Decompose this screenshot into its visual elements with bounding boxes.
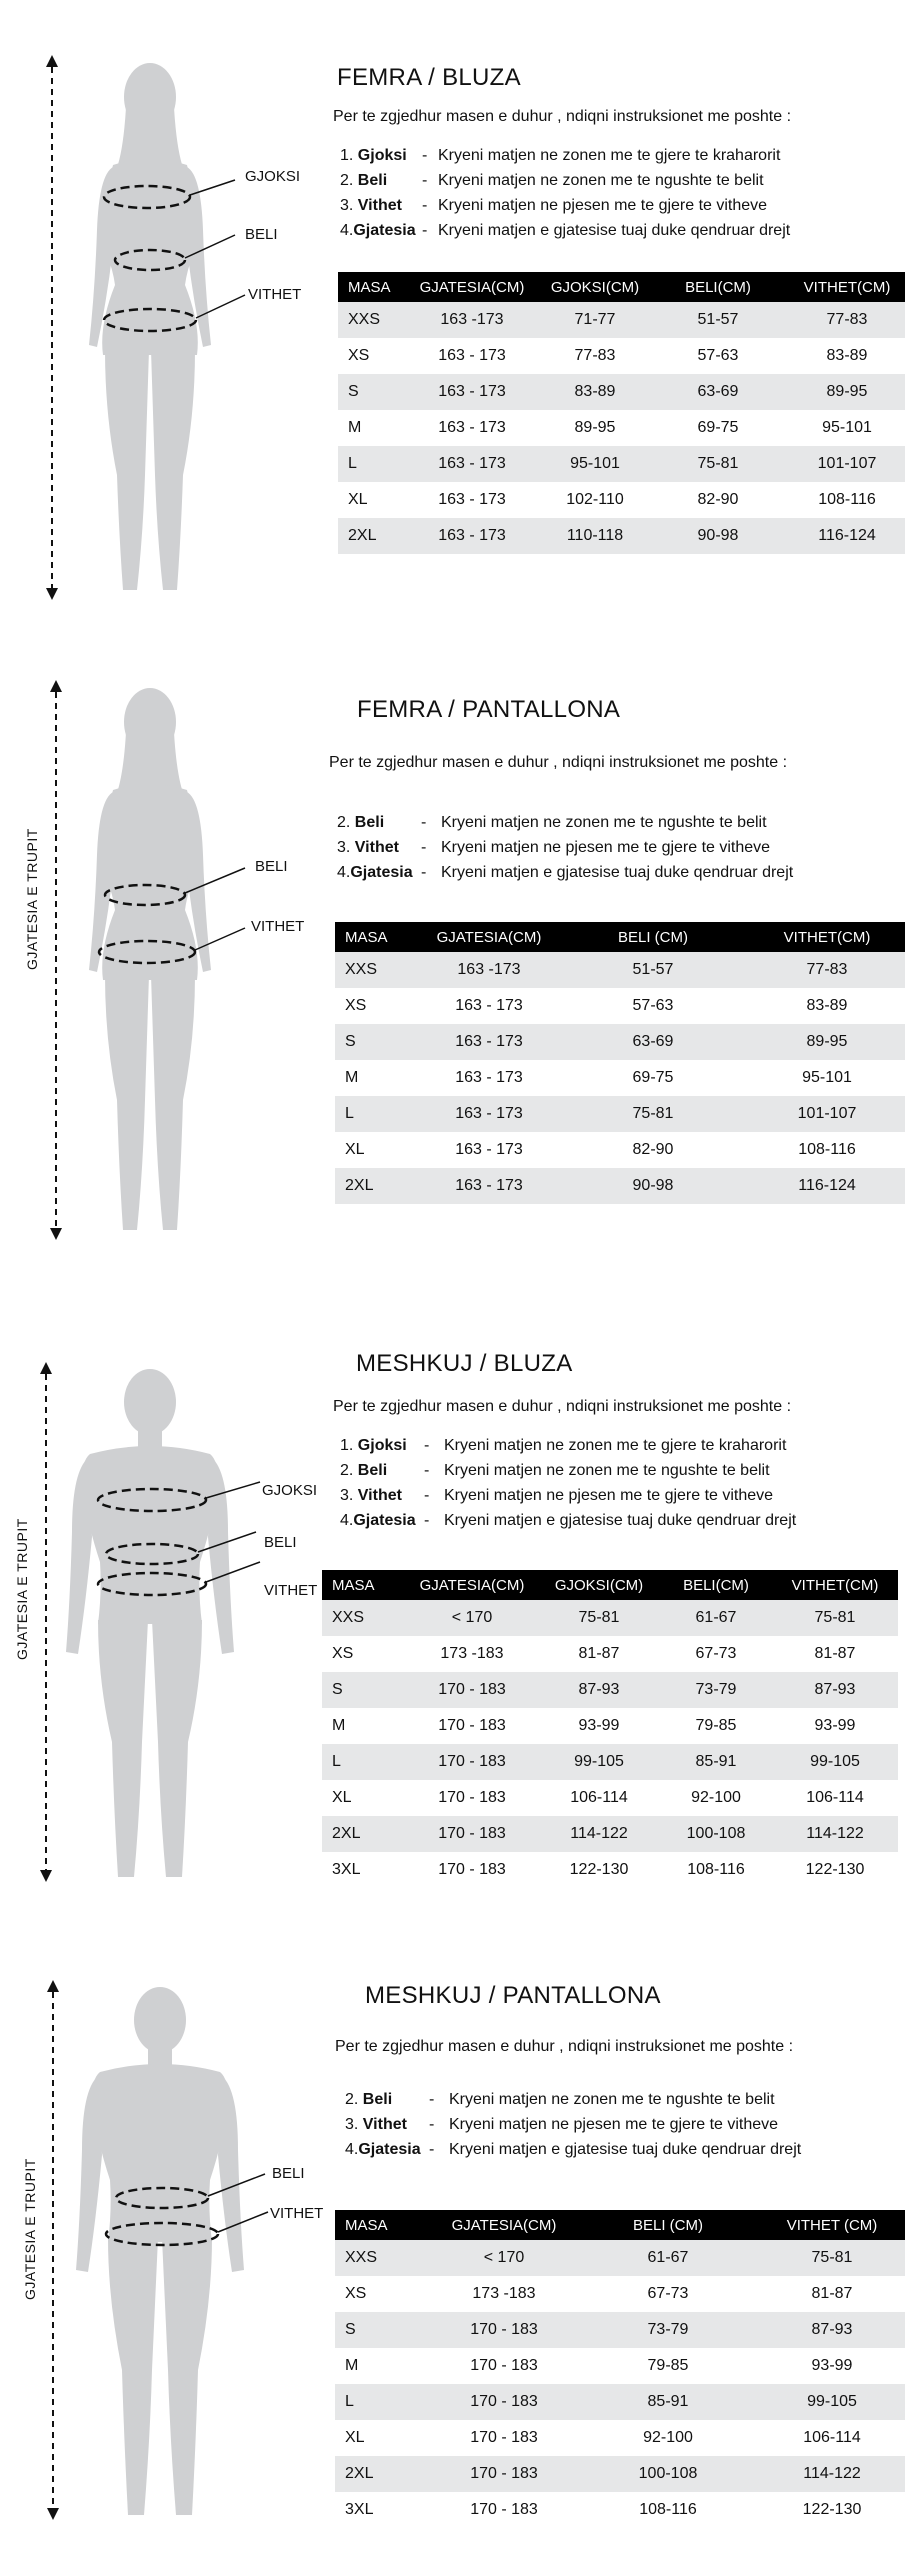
label-beli: BELI xyxy=(264,1534,297,1551)
measure-lines xyxy=(70,1980,300,2520)
table-row: S 163 - 173 83-89 63-69 89-95 xyxy=(338,374,905,410)
instruction-row: 4.Gjatesia - Kryeni matjen e gjatesise tuaj duke qendruar drejt xyxy=(345,2141,802,2158)
table-row: L 170 - 183 85-91 99-105 xyxy=(335,2384,905,2420)
instruction-row: 3. Vithet - Kryeni matjen ne pjesen me te gjere te vitheve xyxy=(337,839,771,856)
section-femra-bluza xyxy=(0,0,905,640)
height-arrow xyxy=(40,55,64,600)
instruction-row: 4.Gjatesia - Kryeni matjen e gjatesise tuaj duke qendruar drejt xyxy=(340,1512,797,1529)
label-beli: BELI xyxy=(255,858,288,875)
table-row: S 170 - 183 87-93 73-79 87-93 xyxy=(322,1672,898,1708)
instruction-row: 2. Beli - Kryeni matjen ne zonen me te ngushte te belit xyxy=(340,172,764,189)
measure-lines xyxy=(75,55,275,600)
section-intro: Per te zgjedhur masen e duhur , ndiqni instruksionet me poshte : xyxy=(335,2038,794,2055)
section-title: FEMRA / PANTALLONA xyxy=(357,696,621,723)
table-row: 2XL 170 - 183 100-108 114-122 xyxy=(335,2456,905,2492)
height-arrow xyxy=(36,1362,56,1882)
label-gjoksi: GJOKSI xyxy=(262,1482,318,1499)
label-beli: BELI xyxy=(245,226,278,243)
instruction-row: 3. Vithet - Kryeni matjen ne pjesen me te gjere te vitheve xyxy=(340,1487,774,1504)
section-intro: Per te zgjedhur masen e duhur , ndiqni instruksionet me poshte : xyxy=(333,108,792,125)
measure-lines xyxy=(75,680,275,1240)
table-row: S 163 - 173 63-69 89-95 xyxy=(335,1024,905,1060)
vertical-label: GJATESIA E TRUPIT xyxy=(14,1518,30,1660)
table-row: XXS < 170 61-67 75-81 xyxy=(335,2240,905,2276)
label-vithet: VITHET xyxy=(248,286,302,303)
size-table xyxy=(335,2210,905,2528)
table-row: L 170 - 183 99-105 85-91 99-105 xyxy=(322,1744,898,1780)
table-row: XS 163 - 173 57-63 83-89 xyxy=(335,988,905,1024)
height-arrow xyxy=(43,1980,63,2520)
table-row: M 170 - 183 93-99 79-85 93-99 xyxy=(322,1708,898,1744)
table-row: L 163 - 173 75-81 101-107 xyxy=(335,1096,905,1132)
instructions xyxy=(337,810,793,885)
instruction-row: 4.Gjatesia - Kryeni matjen e gjatesise tuaj duke qendruar drejt xyxy=(337,864,794,881)
label-vithet: VITHET xyxy=(264,1582,318,1599)
table-row: XL 170 - 183 92-100 106-114 xyxy=(335,2420,905,2456)
table-row: XS 163 - 173 77-83 57-63 83-89 xyxy=(338,338,905,374)
section-title: FEMRA / BLUZA xyxy=(337,64,521,91)
table-row: 2XL 170 - 183 114-122 100-108 114-122 xyxy=(322,1816,898,1852)
measure-lines xyxy=(60,1362,290,1882)
table-row: S 170 - 183 73-79 87-93 xyxy=(335,2312,905,2348)
table-row: M 163 - 173 89-95 69-75 95-101 xyxy=(338,410,905,446)
section-intro: Per te zgjedhur masen e duhur , ndiqni instruksionet me poshte : xyxy=(333,1398,792,1415)
table-row: 3XL 170 - 183 108-116 122-130 xyxy=(335,2492,905,2528)
instruction-row: 2. Beli - Kryeni matjen ne zonen me te ngushte te belit xyxy=(340,1462,770,1479)
table-row: L 163 - 173 95-101 75-81 101-107 xyxy=(338,446,905,482)
table-header-row: MASA GJATESIA(CM) GJOKSI(CM) BELI(CM) VITHET(CM) xyxy=(338,272,905,302)
instruction-row: 1. Gjoksi - Kryeni matjen ne zonen me te gjere te kraharorit xyxy=(340,1437,787,1454)
table-row: XL 163 - 173 102-110 82-90 108-116 xyxy=(338,482,905,518)
table-row: M 163 - 173 69-75 95-101 xyxy=(335,1060,905,1096)
instructions xyxy=(345,2087,801,2162)
table-row: 2XL 163 - 173 90-98 116-124 xyxy=(335,1168,905,1204)
instruction-row: 2. Beli - Kryeni matjen ne zonen me te ngushte te belit xyxy=(345,2091,775,2108)
instructions xyxy=(340,1433,796,1533)
instruction-row: 2. Beli - Kryeni matjen ne zonen me te ngushte te belit xyxy=(337,814,767,831)
size-table xyxy=(322,1570,898,1888)
table-row: XXS < 170 75-81 61-67 75-81 xyxy=(322,1600,898,1636)
table-row: 2XL 163 - 173 110-118 90-98 116-124 xyxy=(338,518,905,554)
table-header-row: MASA GJATESIA(CM) GJOKSI(CM) BELI(CM) VITHET(CM) xyxy=(322,1570,898,1600)
instruction-row: 3. Vithet - Kryeni matjen ne pjesen me te gjere te vitheve xyxy=(345,2116,779,2133)
section-intro: Per te zgjedhur masen e duhur , ndiqni instruksionet me poshte : xyxy=(329,754,788,771)
instruction-row: 4.Gjatesia - Kryeni matjen e gjatesise tuaj duke qendruar drejt xyxy=(340,222,791,239)
table-header-row: MASA GJATESIA(CM) BELI (CM) VITHET (CM) xyxy=(335,2210,905,2240)
instructions xyxy=(340,143,790,243)
table-header-row: MASA GJATESIA(CM) BELI (CM) VITHET(CM) xyxy=(335,922,905,952)
section-title: MESHKUJ / BLUZA xyxy=(356,1350,573,1377)
section-femra-pantallona xyxy=(0,660,905,1260)
section-meshkuj-bluza xyxy=(0,1340,905,1900)
table-row: XXS 163 -173 71-77 51-57 77-83 xyxy=(338,302,905,338)
height-arrow xyxy=(46,680,66,1240)
table-row: XL 170 - 183 106-114 92-100 106-114 xyxy=(322,1780,898,1816)
section-meshkuj-pantallona xyxy=(0,1960,905,2560)
table-row: M 170 - 183 79-85 93-99 xyxy=(335,2348,905,2384)
table-row: XS 173 -183 81-87 67-73 81-87 xyxy=(322,1636,898,1672)
table-row: XXS 163 -173 51-57 77-83 xyxy=(335,952,905,988)
size-table xyxy=(338,272,905,554)
table-row: XL 163 - 173 82-90 108-116 xyxy=(335,1132,905,1168)
instruction-row: 3. Vithet - Kryeni matjen ne pjesen me te gjere te vitheve xyxy=(340,197,768,214)
label-vithet: VITHET xyxy=(270,2205,324,2222)
table-row: XS 173 -183 67-73 81-87 xyxy=(335,2276,905,2312)
size-table xyxy=(335,922,905,1204)
vertical-label: GJATESIA E TRUPIT xyxy=(24,828,40,970)
table-row: 3XL 170 - 183 122-130 108-116 122-130 xyxy=(322,1852,898,1888)
instruction-row: 1. Gjoksi - Kryeni matjen ne zonen me te gjere te kraharorit xyxy=(340,147,781,164)
vertical-label: GJATESIA E TRUPIT xyxy=(22,2158,38,2300)
section-title: MESHKUJ / PANTALLONA xyxy=(365,1982,661,2009)
label-vithet: VITHET xyxy=(251,918,305,935)
label-beli: BELI xyxy=(272,2165,305,2182)
label-gjoksi: GJOKSI xyxy=(245,168,301,185)
